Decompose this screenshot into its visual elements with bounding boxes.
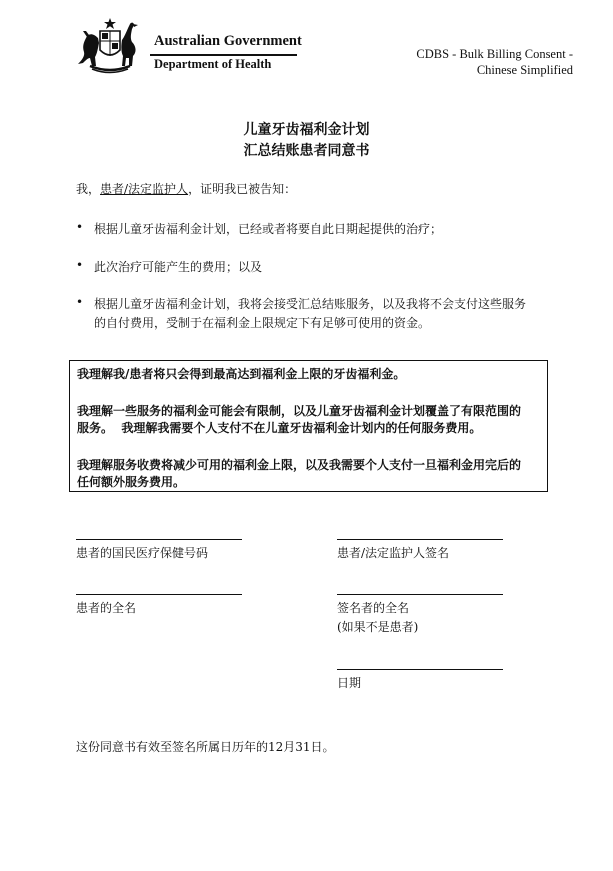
document-code-line2: Chinese Simplified xyxy=(476,63,573,77)
signer-name-line[interactable] xyxy=(337,594,503,595)
signer-name-label: 签名者的全名 xyxy=(337,601,410,615)
bullet-item-2: 此次治疗可能产生的费用；以及 xyxy=(94,260,263,274)
patient-name-label: 患者的全名 xyxy=(76,601,137,615)
declaration-paragraph-2-line2: 服务。 我理解我需要个人支付不在儿童牙齿福利金计划内的任何服务费用。 xyxy=(77,421,482,435)
signature-label: 患者/法定监护人签名 xyxy=(337,546,450,560)
page-title-line1: 儿童牙齿福利金计划 xyxy=(243,122,370,138)
bullet-item-1: 根据儿童牙齿福利金计划，已经或者将要自此日期起提供的治疗； xyxy=(94,222,443,236)
coat-of-arms-icon xyxy=(70,16,150,74)
declaration-paragraph-3-line1: 我理解服务收费将减少可用的福利金上限，以及我需要个人支付一旦福利金用完后的 xyxy=(77,458,522,472)
document-code-line1: CDBS - Bulk Billing Consent - xyxy=(416,47,573,61)
declaration-box xyxy=(69,360,548,492)
intro-role: 患者/法定监护人 xyxy=(100,182,189,196)
date-line[interactable] xyxy=(337,669,503,670)
bullet-item-3-line2: 的自付费用，受制于在福利金上限规定下有足够可使用的资金。 xyxy=(94,316,431,330)
signer-name-note: (如果不是患者) xyxy=(337,620,419,634)
government-name: Australian Government xyxy=(154,33,302,49)
validity-note: 这份同意书有效至签名所属日历年的12月31日。 xyxy=(76,740,335,754)
declaration-paragraph-3-line2: 任何额外服务费用。 xyxy=(77,475,186,489)
signature-line[interactable] xyxy=(337,539,503,540)
bullet-dot: • xyxy=(76,258,84,272)
patient-name-line[interactable] xyxy=(76,594,242,595)
declaration-paragraph-2-line1: 我理解一些服务的福利金可能会有限制，以及儿童牙齿福利金计划覆盖了有限范围的 xyxy=(77,404,522,418)
medicare-number-label: 患者的国民医疗保健号码 xyxy=(76,546,209,560)
bullet-dot: • xyxy=(76,220,84,234)
bullet-item-3-line1: 根据儿童牙齿福利金计划，我将会接受汇总结账服务，以及我将不会支付这些服务 xyxy=(94,297,527,311)
document-code xyxy=(416,46,573,78)
bullet-dot: • xyxy=(76,295,84,309)
page-title-line2: 汇总结账患者同意书 xyxy=(243,143,370,159)
medicare-number-line[interactable] xyxy=(76,539,242,540)
department-name: Department of Health xyxy=(154,57,272,71)
intro-prefix: 我， xyxy=(76,182,101,196)
declaration-paragraph-1: 我理解我/患者将只会得到最高达到福利金上限的牙齿福利金。 xyxy=(77,367,406,381)
intro-suffix: ，证明我已被告知： xyxy=(188,182,297,196)
header-divider xyxy=(150,54,297,56)
date-label: 日期 xyxy=(337,676,362,690)
intro-statement xyxy=(76,180,296,197)
